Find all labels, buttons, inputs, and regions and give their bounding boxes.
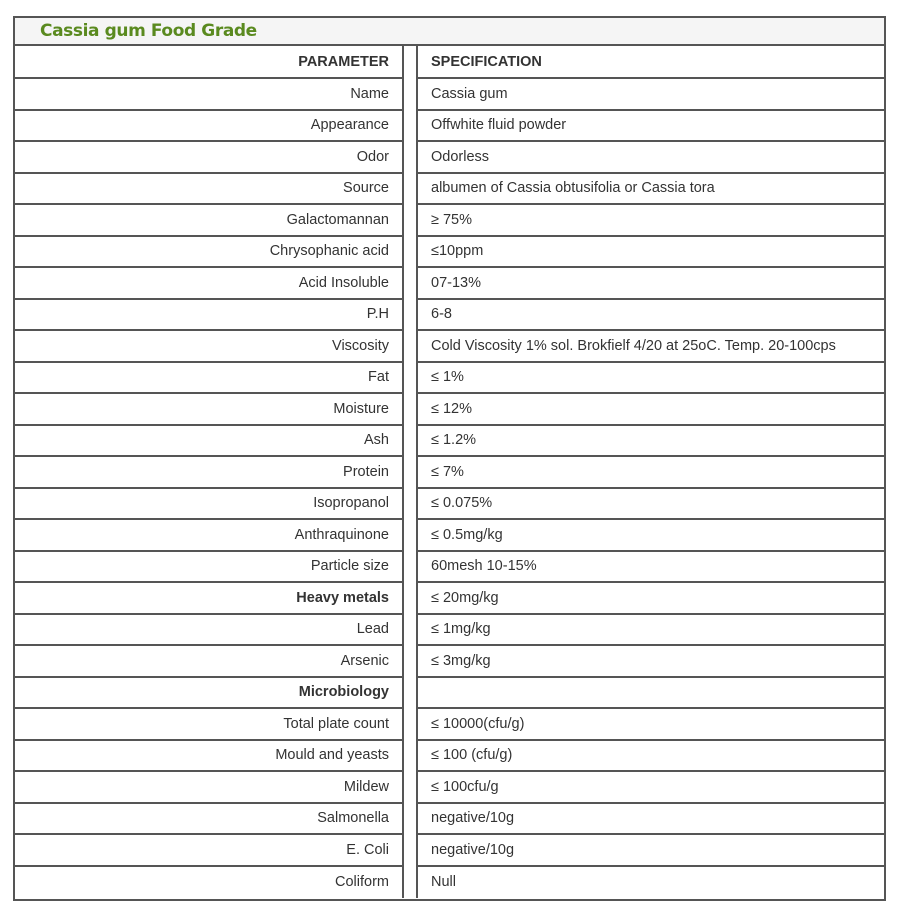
- column-gap: [404, 520, 418, 552]
- parameter-cell: Coliform: [15, 867, 404, 899]
- column-gap: [404, 457, 418, 489]
- table-row: [15, 457, 884, 489]
- table-row: [15, 237, 884, 269]
- specification-cell: Offwhite fluid powder: [418, 111, 884, 143]
- column-gap: [404, 237, 418, 269]
- parameter-cell: P.H: [15, 300, 404, 332]
- table-row: [15, 268, 884, 300]
- specification-cell: Cold Viscosity 1% sol. Brokfielf 4/20 at 25oC. Temp. 20-100cps: [418, 331, 884, 363]
- table-row: [15, 583, 884, 615]
- parameter-cell: Arsenic: [15, 646, 404, 678]
- column-gap: [404, 79, 418, 111]
- column-gap: [404, 835, 418, 867]
- table-row: [15, 174, 884, 206]
- column-gap: [404, 394, 418, 426]
- table-row: [15, 678, 884, 710]
- specification-cell: ≤ 1%: [418, 363, 884, 395]
- column-gap: [404, 489, 418, 521]
- parameter-cell: Name: [15, 79, 404, 111]
- parameter-cell: Viscosity: [15, 331, 404, 363]
- specification-cell: [418, 678, 884, 710]
- specification-cell: Null: [431, 874, 456, 891]
- column-gap: [404, 678, 418, 710]
- specification-cell: ≤ 3mg/kg: [418, 646, 884, 678]
- column-gap: [404, 772, 418, 804]
- table-row: [15, 426, 884, 458]
- table-row: [15, 331, 884, 363]
- table-row: [15, 804, 884, 836]
- column-gap: [404, 552, 418, 584]
- specification-cell: ≤ 7%: [418, 457, 884, 489]
- column-gap: [404, 331, 418, 363]
- column-gap: [404, 205, 418, 237]
- specification-cell: 07-13%: [418, 268, 884, 300]
- table-row: [15, 615, 884, 647]
- header-specification: SPECIFICATION: [418, 46, 884, 79]
- specification-cell: Odorless: [418, 142, 884, 174]
- parameter-cell: Odor: [15, 142, 404, 174]
- specification-cell: ≤ 0.5mg/kg: [418, 520, 884, 552]
- column-gap: [404, 741, 418, 773]
- parameter-cell: Protein: [15, 457, 404, 489]
- column-gap: [404, 426, 418, 458]
- column-gap: [404, 646, 418, 678]
- table-row: [15, 300, 884, 332]
- column-gap: [404, 268, 418, 300]
- parameter-cell: Fat: [15, 363, 404, 395]
- table-row: [15, 394, 884, 426]
- parameter-cell: Chrysophanic acid: [15, 237, 404, 269]
- table-row: [15, 741, 884, 773]
- table-row: [15, 111, 884, 143]
- table-title: Cassia gum Food Grade: [15, 18, 884, 46]
- column-gap: [404, 615, 418, 647]
- parameter-cell: Mould and yeasts: [15, 741, 404, 773]
- specification-cell: albumen of Cassia obtusifolia or Cassia tora: [418, 174, 884, 206]
- specification-cell: 6-8: [418, 300, 884, 332]
- parameter-cell: Lead: [15, 615, 404, 647]
- table-row: [15, 489, 884, 521]
- specification-cell: ≤ 0.075%: [418, 489, 884, 521]
- parameter-cell: Anthraquinone: [15, 520, 404, 552]
- table-row: [15, 552, 884, 584]
- table-header-row: [15, 46, 884, 79]
- specification-cell: ≤ 12%: [418, 394, 884, 426]
- column-gap: [404, 709, 418, 741]
- table-row: [15, 205, 884, 237]
- parameter-cell: Heavy metals: [15, 583, 404, 615]
- specification-cell: ≤ 1mg/kg: [418, 615, 884, 647]
- table-row: [15, 772, 884, 804]
- specification-cell: ≥ 75%: [418, 205, 884, 237]
- spec-table-container: [13, 16, 886, 901]
- parameter-cell: E. Coli: [15, 835, 404, 867]
- spec-table: [15, 46, 884, 898]
- specification-cell: negative/10g: [418, 804, 884, 836]
- column-gap: [404, 363, 418, 395]
- table-row: [15, 867, 884, 899]
- specification-cell: ≤ 10000(cfu/g): [418, 709, 884, 741]
- table-row: [15, 835, 884, 867]
- specification-cell: Cassia gum: [418, 79, 884, 111]
- header-parameter: PARAMETER: [15, 46, 404, 79]
- parameter-cell: Mildew: [15, 772, 404, 804]
- column-gap: [404, 300, 418, 332]
- parameter-cell: Appearance: [15, 111, 404, 143]
- column-gap: [404, 174, 418, 206]
- parameter-cell: Particle size: [15, 552, 404, 584]
- column-gap: [404, 804, 418, 836]
- specification-cell: negative/10g: [418, 835, 884, 867]
- table-row: [15, 79, 884, 111]
- table-row: [15, 142, 884, 174]
- parameter-cell: Acid Insoluble: [15, 268, 404, 300]
- table-row: [15, 646, 884, 678]
- parameter-cell: Galactomannan: [15, 205, 404, 237]
- specification-cell: ≤ 100 (cfu/g): [418, 741, 884, 773]
- specification-cell: 60mesh 10-15%: [418, 552, 884, 584]
- parameter-cell: Moisture: [15, 394, 404, 426]
- specification-cell: ≤10ppm: [418, 237, 884, 269]
- column-gap: [404, 867, 418, 899]
- parameter-cell: Ash: [15, 426, 404, 458]
- table-row: [15, 709, 884, 741]
- parameter-cell: Microbiology: [15, 678, 404, 710]
- specification-cell: ≤ 1.2%: [418, 426, 884, 458]
- parameter-cell: Salmonella: [15, 804, 404, 836]
- column-gap: [404, 111, 418, 143]
- table-row: [15, 520, 884, 552]
- parameter-cell: Total plate count: [15, 709, 404, 741]
- specification-cell: ≤ 100cfu/g: [418, 772, 884, 804]
- specification-cell: ≤ 20mg/kg: [418, 583, 884, 615]
- table-row: [15, 363, 884, 395]
- column-gap: [404, 46, 418, 79]
- column-gap: [404, 142, 418, 174]
- parameter-cell: Source: [15, 174, 404, 206]
- parameter-cell: Isopropanol: [15, 489, 404, 521]
- column-gap: [404, 583, 418, 615]
